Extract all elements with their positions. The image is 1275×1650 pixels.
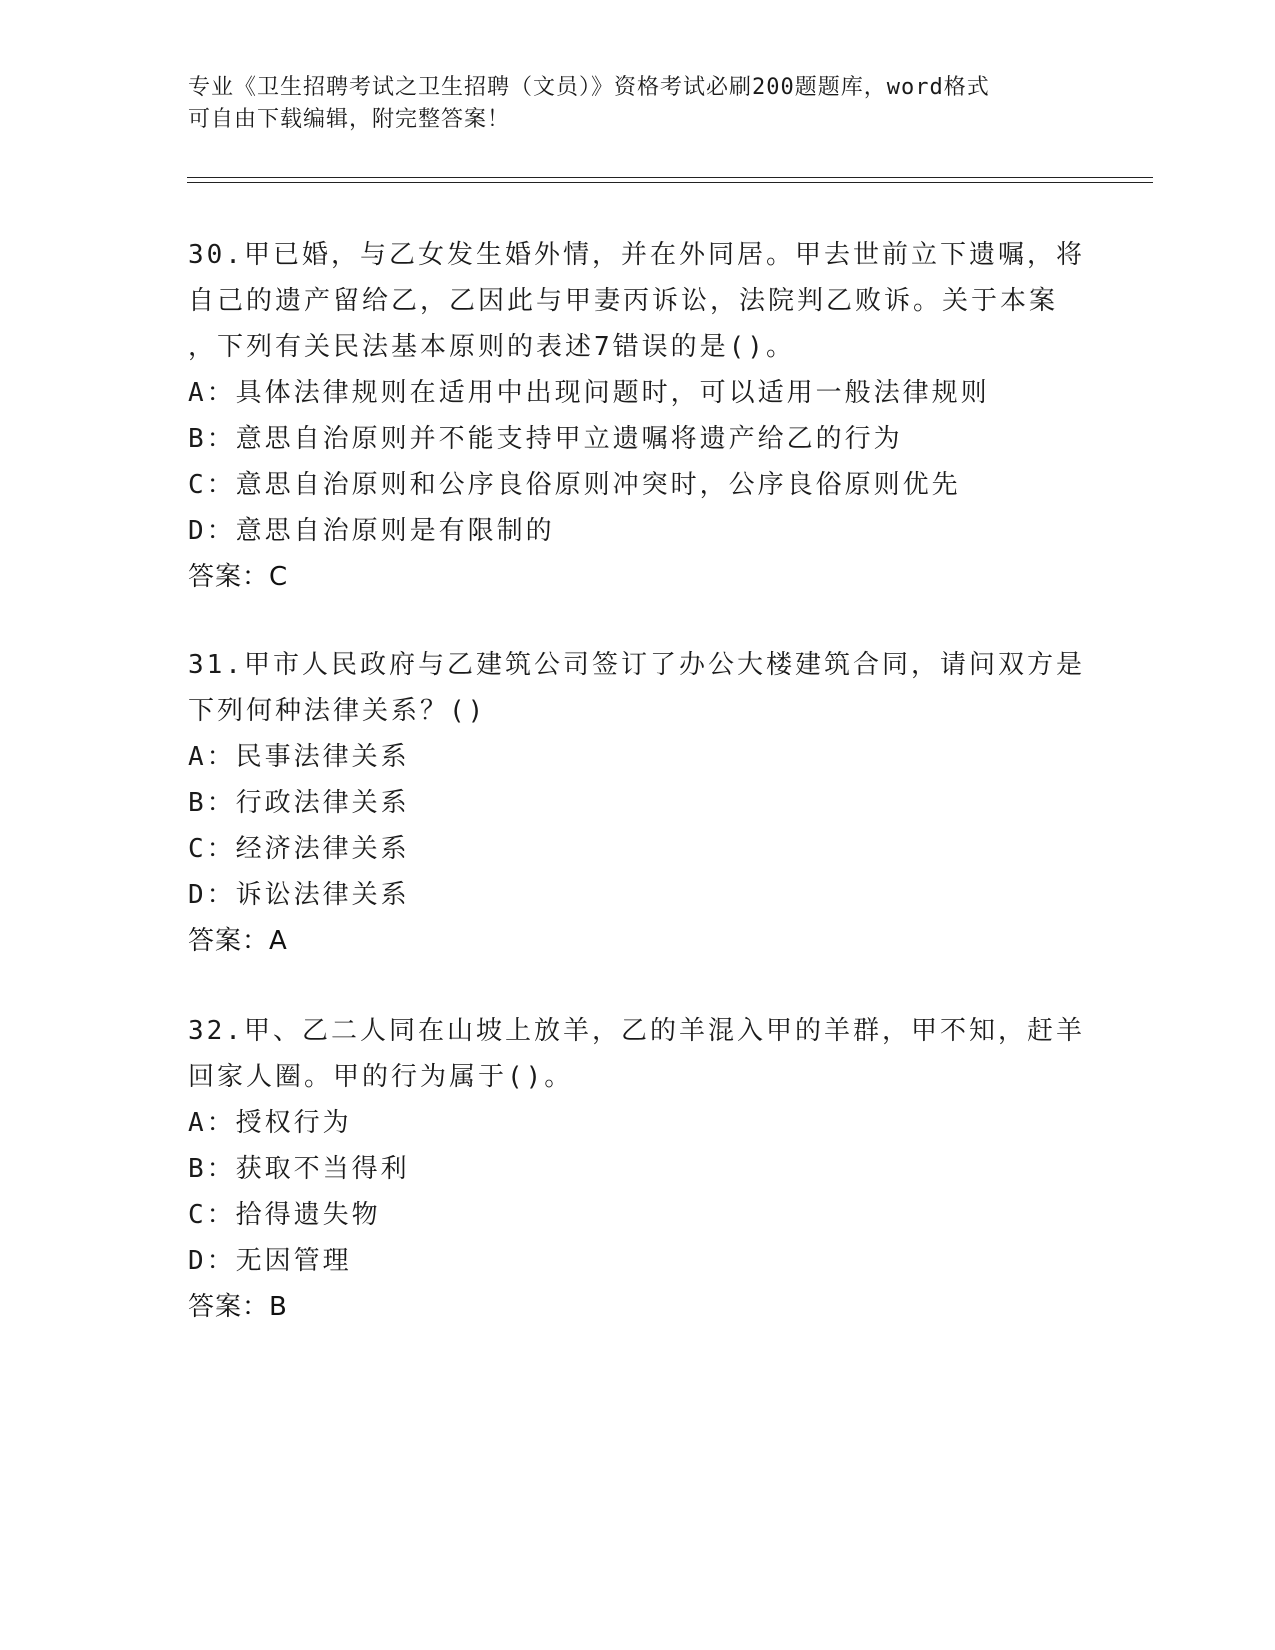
option-d: D：意思自治原则是有限制的 <box>188 516 555 546</box>
option-c: C：经济法律关系 <box>188 834 410 864</box>
document-header <box>188 72 1068 136</box>
header-line-2: 可自由下载编辑，附完整答案！ <box>188 107 511 132</box>
option-d: D：诉讼法律关系 <box>188 880 410 910</box>
option-b: B：获取不当得利 <box>188 1154 410 1184</box>
question-text-line: 下列何种法律关系？() <box>188 696 487 726</box>
option-b: B：行政法律关系 <box>188 788 410 818</box>
answer-line: 答案：B <box>188 1292 288 1322</box>
option-c: C：拾得遗失物 <box>188 1200 381 1230</box>
option-d: D：无因管理 <box>188 1246 352 1276</box>
question-text-line: 30.甲已婚，与乙女发生婚外情，并在外同居。甲去世前立下遗嘱，将 <box>188 240 1085 270</box>
question-text-line: 回家人圈。甲的行为属于()。 <box>188 1062 574 1092</box>
question-30 <box>188 232 1088 600</box>
question-text-line: 32.甲、乙二人同在山坡上放羊，乙的羊混入甲的羊群，甲不知，赶羊 <box>188 1016 1085 1046</box>
option-a: A：民事法律关系 <box>188 742 410 772</box>
answer-line: 答案：A <box>188 926 288 956</box>
answer-line: 答案：C <box>188 562 289 592</box>
header-line-1: 专业《卫生招聘考试之卫生招聘（文员）》资格考试必刷200题题库，word格式 <box>188 75 990 100</box>
option-a: A：具体法律规则在适用中出现问题时，可以适用一般法律规则 <box>188 378 990 408</box>
question-32 <box>188 1008 1088 1330</box>
question-text-line: 31.甲市人民政府与乙建筑公司签订了办公大楼建筑合同，请问双方是 <box>188 650 1085 680</box>
header-divider-bottom <box>187 182 1153 183</box>
option-c: C：意思自治原则和公序良俗原则冲突时，公序良俗原则优先 <box>188 470 961 500</box>
option-a: A：授权行为 <box>188 1108 352 1138</box>
question-31 <box>188 642 1088 964</box>
question-text-line: 自己的遗产留给乙，乙因此与甲妻丙诉讼，法院判乙败诉。关于本案 <box>188 286 1059 316</box>
question-text-line: ，下列有关民法基本原则的表述7错误的是()。 <box>188 332 795 362</box>
header-divider-top <box>187 177 1153 178</box>
option-b: B：意思自治原则并不能支持甲立遗嘱将遗产给乙的行为 <box>188 424 903 454</box>
